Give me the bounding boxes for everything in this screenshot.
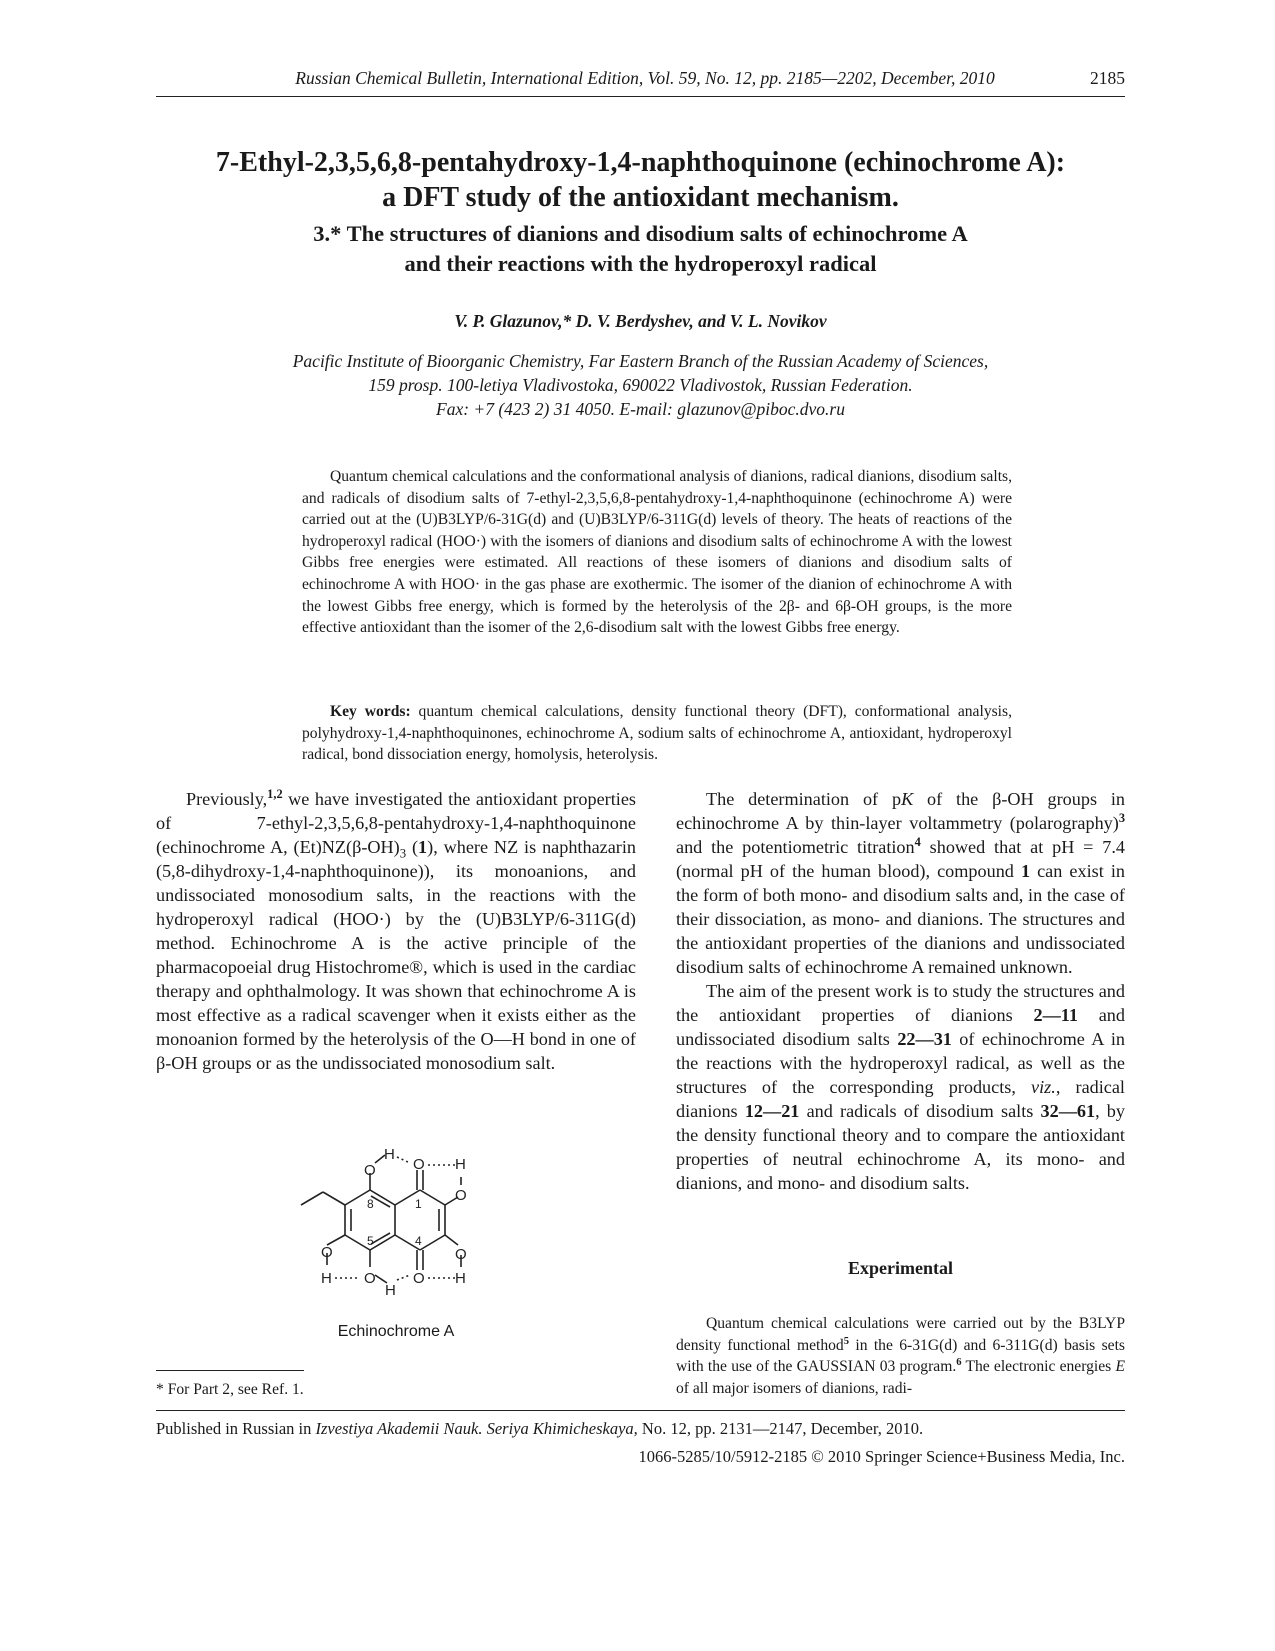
pk-paragraph: The determination of pK of the β-OH groups in echinochrome A by thin-layer voltammetry (polarography)$^3$ and the potentiometric titration$^4$ showed that at pH = 7.4 (normal pH of the human blood), compound 1 can exist in the form of both mono- and disodium salts and, in the case of their dissociation, as mono- and dianions. The structures and the antioxidant properties of the dianions and undissociated disodium salts of echinochrome A remained unknown. [676, 789, 1126, 977]
echinochrome-structure [295, 1145, 525, 1345]
position-5: 5 [367, 1234, 374, 1248]
atom-h2: H [455, 1156, 466, 1173]
atom-h6: H [321, 1270, 332, 1287]
bottom-rule [156, 1410, 1125, 1411]
atom-o3: O [455, 1246, 467, 1263]
experimental-heading: Experimental [848, 1258, 953, 1278]
header-rule [156, 96, 1125, 97]
title-line-1: 7-Ethyl-2,3,5,6,8-pentahydroxy-1,4-naphthoquinone (echinochrome A): [215, 147, 1066, 178]
atom-h5: H [385, 1282, 396, 1299]
affiliation-line-2: 159 prosp. 100-letiya Vladivostoka, 690022 Vladivostok, Russian Federation. [368, 375, 913, 395]
journal-header: Russian Chemical Bulletin, International Edition, Vol. 59, No. 12, pp. 2185—2202, December, 2010 [295, 68, 995, 88]
footnote-rule [156, 1370, 304, 1371]
aim-paragraph: The aim of the present work is to study the structures and the antioxidant properties of dianions 2—11 and undissociated disodium salts 22—31 of echinochrome A in the reactions with the hydroperoxyl radical, as well as the structures of the corresponding products, viz., radical dianions 12—21 and radicals of disodium salts 32—61, by the density functional theory and to compare the antioxidant properties of neutral echinochrome A, its mono- and dianions, and mono- and disodium salts. [676, 981, 1125, 1193]
intro-paragraph: Previously,$^{1,2}$ we have investigated the antioxidant properties of 7-ethyl-2,3,5,6,8-pentahydroxy-1,4-naphthoquinone (echinochrome A, $(Et)NZ(\beta-OH)_3$ (1), where NZ is naphthazarin (5,8-dihydroxy-1,4-naphthoquinone)), its monoanions, and undissociated monosodium salts, in the reactions with the hydroperoxyl radical (HOO·) by the (U)B3LYP/6-311G(d) method. Echinochrome A is the active principle of the pharmacopoeial drug Histochrome®, which is used in the cardiac therapy and ophthalmology. It was shown that echinochrome A is most effective as a radical scavenger when it exists either as the monoanion formed by the heterolysis of the O—H bond in one of β-OH groups or as the undissociated monosodium salt. [156, 786, 636, 1073]
atom-h3: H [455, 1270, 466, 1287]
atom-o6: O [321, 1244, 333, 1261]
atom-o2: O [455, 1187, 467, 1204]
publication-info: Published in Russian in Izvestiya Akademii Nauk. Seriya Khimicheskaya, No. 12, pp. 2131—2147, December, 2010. [156, 1419, 924, 1438]
title-line-3: 3.* The structures of dianions and disodium salts of echinochrome A [313, 221, 968, 246]
atom-h8: H [384, 1146, 395, 1163]
atom-o5: O [364, 1270, 376, 1287]
position-1: 1 [415, 1197, 422, 1211]
position-8: 8 [367, 1197, 374, 1211]
abstract: Quantum chemical calculations and the conformational analysis of dianions, radical dianions, disodium salts, and radicals of disodium salts of 7-ethyl-2,3,5,6,8-pentahydroxy-1,4-naphthoquinone (echinochrome A) were carried out at the (U)B3LYP/6-31G(d) and (U)B3LYP/6-311G(d) levels of theory. The heats of reactions of the hydroperoxyl radical (HOO·) with the isomers of dianions and disodium salts of echinochrome A with the lowest Gibbs free energies were estimated. All reactions of these isomers of dianions and disodium salts of echinochrome A with HOO· in the gas phase are exothermic. The isomer of the dianion of echinochrome A with the lowest Gibbs free energy, which is formed by the heterolysis of the 2β- and 6β-OH groups, is the more effective antioxidant than the isomer of the 2,6-disodium salt with the lowest Gibbs free energy. [302, 468, 1012, 637]
affiliation-line-1: Pacific Institute of Bioorganic Chemistry, Far Eastern Branch of the Russian Academy of Sciences, [292, 351, 989, 371]
atom-o4: O [413, 1270, 425, 1287]
title-line-2: a DFT study of the antioxidant mechanism. [382, 182, 899, 213]
atom-o8: O [364, 1162, 376, 1179]
position-4: 4 [415, 1234, 422, 1248]
title-line-4: and their reactions with the hydroperoxyl radical [404, 251, 877, 276]
footnote: * For Part 2, see Ref. 1. [156, 1381, 304, 1398]
keywords [302, 701, 1012, 766]
structure-caption: Echinochrome A [337, 1323, 455, 1340]
keywords-label: Key words: [330, 703, 411, 720]
atom-o1: O [413, 1156, 425, 1173]
experimental-paragraph: Quantum chemical calculations were carried out by the B3LYP density functional method$^5$ in the 6-31G(d) and 6-311G(d) basis sets with the use of the GAUSSIAN 03 program.$^6$ The electronic energies E of all major isomers of dianions, radi- [676, 1315, 1125, 1397]
right-column [676, 787, 1125, 1195]
affiliation-contact: Fax: +7 (423 2) 31 4050. E-mail: glazunov@piboc.dvo.ru [436, 399, 845, 419]
authors: V. P. Glazunov,* D. V. Berdyshev, and V. L. Novikov [454, 311, 827, 331]
left-column [156, 787, 636, 1075]
keywords-text: quantum chemical calculations, density functional theory (DFT), conformational analysis, polyhydroxy-1,4-naphthoquinones, echinochrome A, sodium salts of echinochrome A, antioxidant, hydroperoxyl radical, bond dissociation energy, homolysis, heterolysis. [302, 703, 1012, 764]
copyright: 1066-5285/10/5912-2185 © 2010 Springer Science+Business Media, Inc. [638, 1447, 1125, 1466]
page-number: 2185 [1090, 68, 1125, 88]
